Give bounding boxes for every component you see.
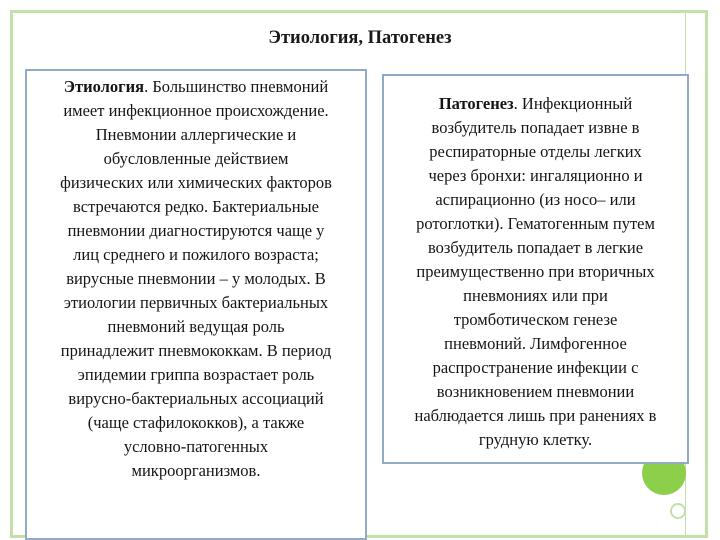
- etiology-line: эпидемии гриппа возрастает роль: [77, 365, 315, 384]
- pathogenesis-line: распространение инфекции с: [432, 358, 639, 377]
- pathogenesis-line: аспирационно (из носо– или: [435, 190, 636, 209]
- pathogenesis-line: преимущественно при вторичных: [416, 262, 655, 281]
- etiology-line: имеет инфекционное происхождение.: [63, 101, 329, 120]
- pathogenesis-line: возбудитель попадает извне в: [431, 118, 640, 137]
- pathogenesis-line-text: . Инфекционный: [513, 94, 633, 113]
- etiology-line: пневмонии диагностируются чаще у: [67, 221, 325, 240]
- pathogenesis-line: ротоглотки). Гематогенным путем: [416, 214, 655, 233]
- etiology-line: этиологии первичных бактериальных: [63, 293, 329, 312]
- etiology-line: физических или химических факторов: [60, 173, 332, 192]
- etiology-line: [31, 75, 361, 99]
- etiology-line: встречаются редко. Бактериальные: [73, 197, 319, 216]
- etiology-line: принадлежит пневмококкам. В период: [60, 341, 332, 360]
- pathogenesis-term: Патогенез: [438, 94, 514, 113]
- pathogenesis-line: пневмоний. Лимфогенное: [444, 334, 627, 353]
- etiology-line: микроорганизмов.: [131, 461, 261, 480]
- pathogenesis-line: респираторные отделы легких: [429, 142, 642, 161]
- etiology-line: лиц среднего и пожилого возраста;: [73, 245, 319, 264]
- pathogenesis-line: пневмониях или при: [463, 286, 608, 305]
- etiology-term: Этиология: [63, 77, 145, 96]
- pathogenesis-line: возбудитель попадает в легкие: [427, 238, 644, 257]
- pathogenesis-line: [386, 92, 685, 116]
- etiology-line: условно-патогенных: [123, 437, 269, 456]
- pathogenesis-text-box: [382, 74, 689, 464]
- pathogenesis-line: через бронхи: ингаляционно и: [428, 166, 643, 185]
- etiology-line: пневмоний ведущая роль: [107, 317, 285, 336]
- pathogenesis-line: наблюдается лишь при ранениях в: [414, 406, 657, 425]
- etiology-line: вирусные пневмонии – у молодых. В: [66, 269, 326, 288]
- pathogenesis-line: возникновением пневмонии: [436, 382, 635, 401]
- top-rule: [10, 10, 708, 11]
- etiology-text-box: [25, 69, 367, 540]
- pathogenesis-line: грудную клетку.: [478, 430, 593, 449]
- etiology-line: вирусно-бактериальных ассоциаций: [68, 389, 324, 408]
- decor-circle-outline-small: [670, 503, 686, 519]
- pathogenesis-line: тромботическом генезе: [453, 310, 618, 329]
- etiology-line: обусловленные действием: [103, 149, 289, 168]
- etiology-line: Пневмонии аллергические и: [95, 125, 297, 144]
- etiology-line: (чаще стафилококков), а также: [87, 413, 305, 432]
- page-title: Этиология, Патогенез: [268, 28, 452, 48]
- etiology-line-text: . Большинство пневмоний: [144, 77, 329, 96]
